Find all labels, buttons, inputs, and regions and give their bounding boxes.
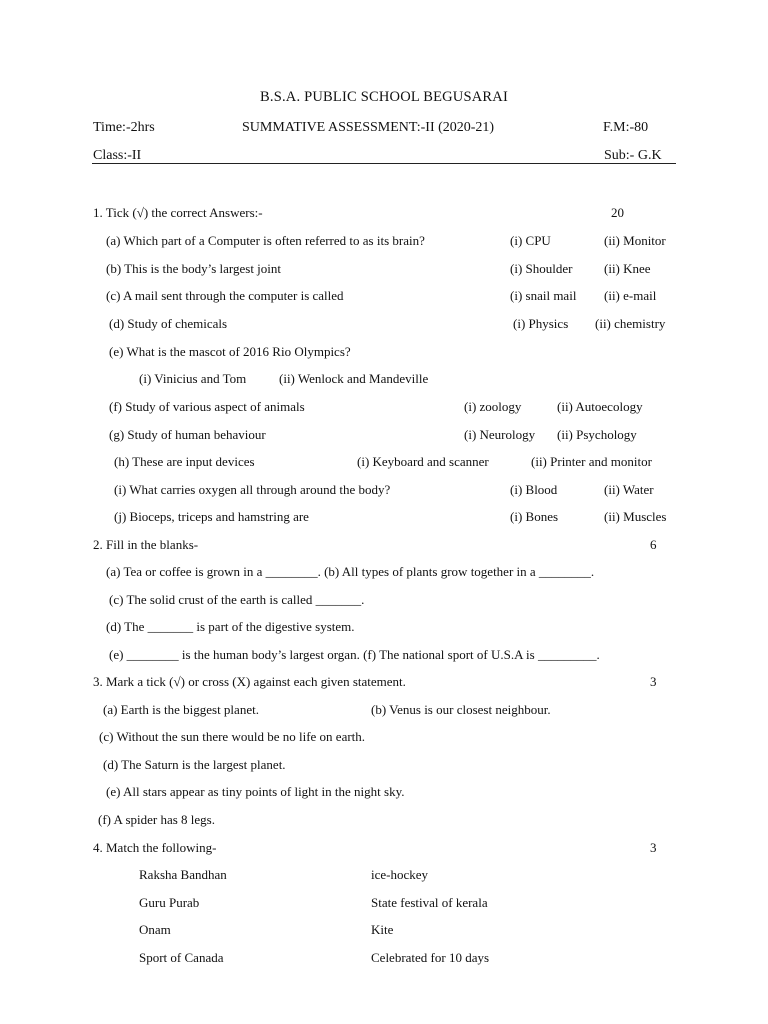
full-marks: F.M:-80 bbox=[603, 120, 649, 135]
q3-statement-a: (a) Earth is the biggest planet. bbox=[103, 702, 259, 717]
q2-line-2: (c) The solid crust of the earth is called _______. bbox=[109, 592, 365, 607]
q3-marks: 3 bbox=[650, 674, 657, 689]
match-left-4: Sport of Canada bbox=[139, 950, 224, 965]
q3-statement-e: (e) All stars appear as tiny points of light in the night sky. bbox=[106, 784, 405, 799]
q3-statement-c: (c) Without the sun there would be no life on earth. bbox=[99, 729, 366, 744]
q1-j-option-1: (i) Bones bbox=[510, 509, 559, 524]
q1-h-option-1: (i) Keyboard and scanner bbox=[357, 454, 489, 469]
match-right-2: State festival of kerala bbox=[371, 895, 488, 910]
q1-g-question: (g) Study of human behaviour bbox=[109, 427, 266, 442]
q1-f-option-1: (i) zoology bbox=[464, 399, 522, 414]
match-left-1: Raksha Bandhan bbox=[139, 867, 227, 882]
q2-line-4: (e) ________ is the human body’s largest organ. (f) The national sport of U.S.A is _________. bbox=[109, 647, 600, 662]
q1-c-option-1: (i) snail mail bbox=[510, 288, 577, 303]
match-left-3: Onam bbox=[139, 922, 171, 937]
subject-label: Sub:- G.K bbox=[604, 148, 662, 163]
q2-line-3: (d) The _______ is part of the digestive system. bbox=[106, 619, 355, 634]
q2-line-1: (a) Tea or coffee is grown in a ________. (b) All types of plants grow together in a ________. bbox=[106, 564, 595, 579]
q3-statement-b: (b) Venus is our closest neighbour. bbox=[371, 702, 551, 717]
q3-statement-f: (f) A spider has 8 legs. bbox=[98, 812, 215, 827]
q1-i-option-2: (ii) Water bbox=[604, 482, 654, 497]
q1-i-question: (i) What carries oxygen all through around the body? bbox=[114, 482, 391, 497]
q1-b-question: (b) This is the body’s largest joint bbox=[106, 261, 282, 276]
header-divider bbox=[92, 163, 676, 164]
q1-j-question: (j) Bioceps, triceps and hamstring are bbox=[114, 509, 309, 524]
q1-f-option-2: (ii) Autoecology bbox=[557, 399, 643, 414]
q1-c-option-2: (ii) e-mail bbox=[604, 288, 657, 303]
match-left-2: Guru Purab bbox=[139, 895, 200, 910]
q2-title: 2. Fill in the blanks- bbox=[93, 537, 199, 552]
q1-a-question: (a) Which part of a Computer is often referred to as its brain? bbox=[106, 233, 425, 248]
q4-title: 4. Match the following- bbox=[93, 840, 217, 855]
q1-b-option-1: (i) Shoulder bbox=[510, 261, 573, 276]
q1-a-option-2: (ii) Monitor bbox=[604, 233, 666, 248]
q3-title: 3. Mark a tick (√) or cross (X) against each given statement. bbox=[93, 674, 406, 689]
match-right-1: ice-hockey bbox=[371, 867, 429, 882]
q1-f-question: (f) Study of various aspect of animals bbox=[109, 399, 305, 414]
q2-marks: 6 bbox=[650, 537, 657, 552]
q3-statement-d: (d) The Saturn is the largest planet. bbox=[103, 757, 286, 772]
q1-d-question: (d) Study of chemicals bbox=[109, 316, 228, 331]
exam-time: Time:-2hrs bbox=[93, 120, 155, 135]
q1-g-option-2: (ii) Psychology bbox=[557, 427, 637, 442]
class-label: Class:-II bbox=[93, 148, 142, 163]
q1-h-option-2: (ii) Printer and monitor bbox=[531, 454, 652, 469]
assessment-title: SUMMATIVE ASSESSMENT:-II (2020-21) bbox=[242, 120, 495, 135]
q1-j-option-2: (ii) Muscles bbox=[604, 509, 667, 524]
match-right-3: Kite bbox=[371, 922, 394, 937]
q1-e-option-1: (i) Vinicius and Tom bbox=[139, 371, 247, 386]
q1-g-option-1: (i) Neurology bbox=[464, 427, 536, 442]
q1-d-option-2: (ii) chemistry bbox=[595, 316, 666, 331]
q1-i-option-1: (i) Blood bbox=[510, 482, 558, 497]
q1-d-option-1: (i) Physics bbox=[513, 316, 569, 331]
q1-marks: 20 bbox=[611, 205, 624, 220]
q1-e-option-2: (ii) Wenlock and Mandeville bbox=[279, 371, 429, 386]
q1-h-question: (h) These are input devices bbox=[114, 454, 255, 469]
q1-e-question: (e) What is the mascot of 2016 Rio Olympics? bbox=[109, 344, 351, 359]
q1-a-option-1: (i) CPU bbox=[510, 233, 551, 248]
match-right-4: Celebrated for 10 days bbox=[371, 950, 490, 965]
q1-title: 1. Tick (√) the correct Answers:- bbox=[93, 205, 263, 220]
q4-marks: 3 bbox=[650, 840, 657, 855]
school-name: B.S.A. PUBLIC SCHOOL BEGUSARAI bbox=[260, 89, 508, 105]
q1-b-option-2: (ii) Knee bbox=[604, 261, 651, 276]
q1-c-question: (c) A mail sent through the computer is called bbox=[106, 288, 344, 303]
